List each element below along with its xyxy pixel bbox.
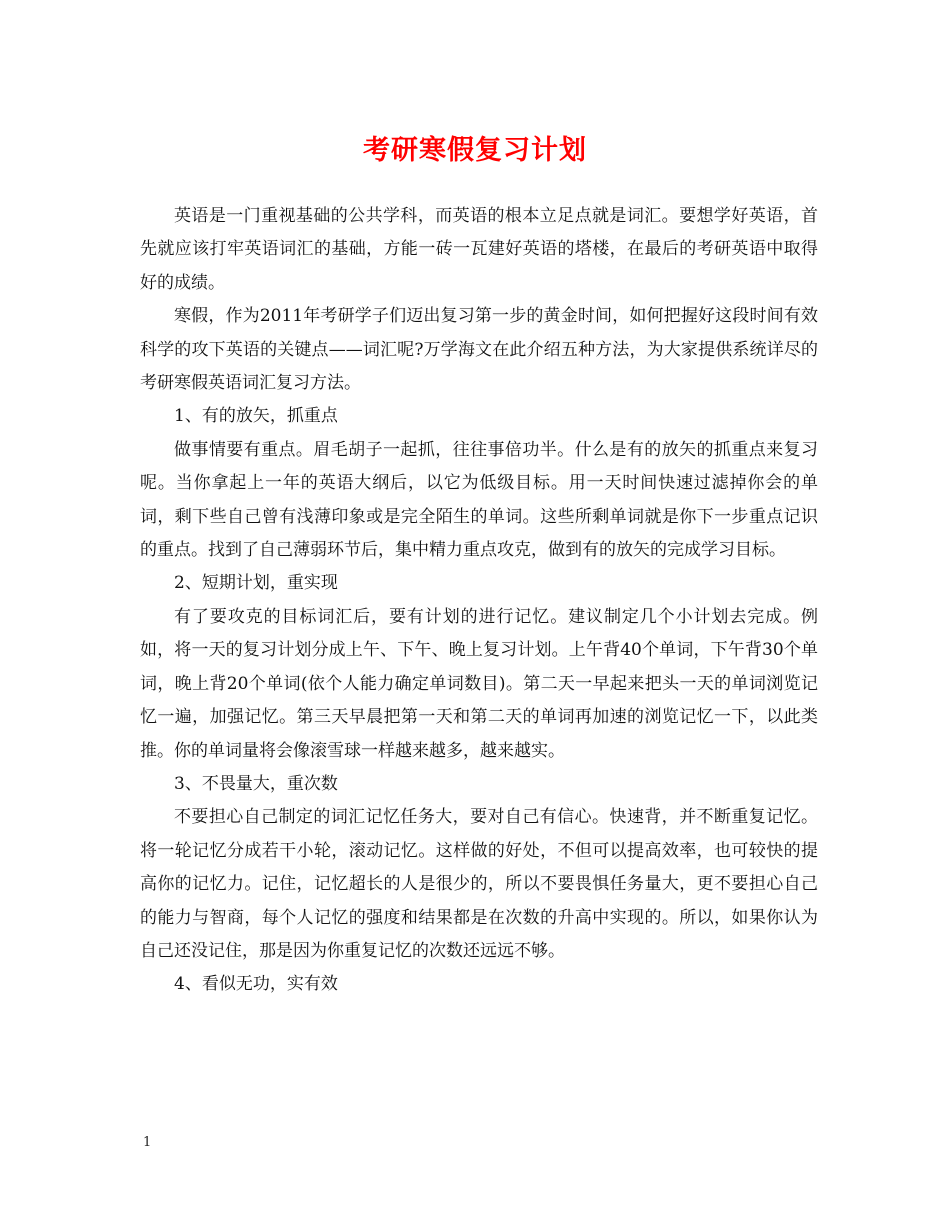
paragraph: 寒假，作为2011年考研学子们迈出复习第一步的黄金时间，如何把握好这段时间有效科学的攻下英语的关键点——词汇呢?万学海文在此介绍五种方法，为大家提供系统详尽的考研寒假英语词汇复习方法。 (140, 306, 818, 394)
section-heading: 3、不畏量大，重次数 (174, 773, 338, 794)
document-body (140, 200, 818, 1002)
page-number: 1 (143, 1135, 152, 1150)
section-heading: 2、短期计划，重实现 (174, 573, 338, 594)
paragraph: 英语是一门重视基础的公共学科，而英语的根本立足点就是词汇。要想学好英语，首先就应该打牢英语词汇的基础，方能一砖一瓦建好英语的塔楼，在最后的考研英语中取得好的成绩。 (140, 206, 818, 293)
paragraph: 有了要攻克的目标词汇后，要有计划的进行记忆。建议制定几个小计划去完成。例如，将一天的复习计划分成上午、下午、晚上复习计划。上午背40个单词，下午背30个单词，晚上背20个单词(依个人能力确定单词数目)。第二天一早起来把头一天的单词浏览记忆一遍，加强记忆。第三天早晨把第一天和第二天的单词再加速的浏览记忆一下，以此类推。你的单词量将会像滚雪球一样越来越多，越来越实。 (140, 606, 818, 761)
section-heading: 1、有的放矢，抓重点 (174, 406, 338, 427)
section-heading: 4、看似无功，实有效 (174, 974, 338, 995)
paragraph: 做事情要有重点。眉毛胡子一起抓，往往事倍功半。什么是有的放矢的抓重点来复习呢。当你拿起上一年的英语大纲后，以它为低级目标。用一天时间快速过滤掉你会的单词，剩下些自己曾有浅薄印象或是完全陌生的单词。这些所剩单词就是你下一步重点记识的重点。找到了自己薄弱环节后，集中精力重点攻克，做到有的放矢的完成学习目标。 (140, 439, 818, 561)
document-title: 考研寒假复习计划 (363, 135, 587, 166)
paragraph: 不要担心自己制定的词汇记忆任务大，要对自己有信心。快速背，并不断重复记忆。将一轮记忆分成若干小轮，滚动记忆。这样做的好处，不但可以提高效率，也可较快的提高你的记忆力。记住，记忆超长的人是很少的，所以不要畏惧任务量大，更不要担心自己的能力与智商，每个人记忆的强度和结果都是在次数的升高中实现的。所以，如果你认为自己还没记住，那是因为你重复记忆的次数还远远不够。 (140, 807, 818, 961)
